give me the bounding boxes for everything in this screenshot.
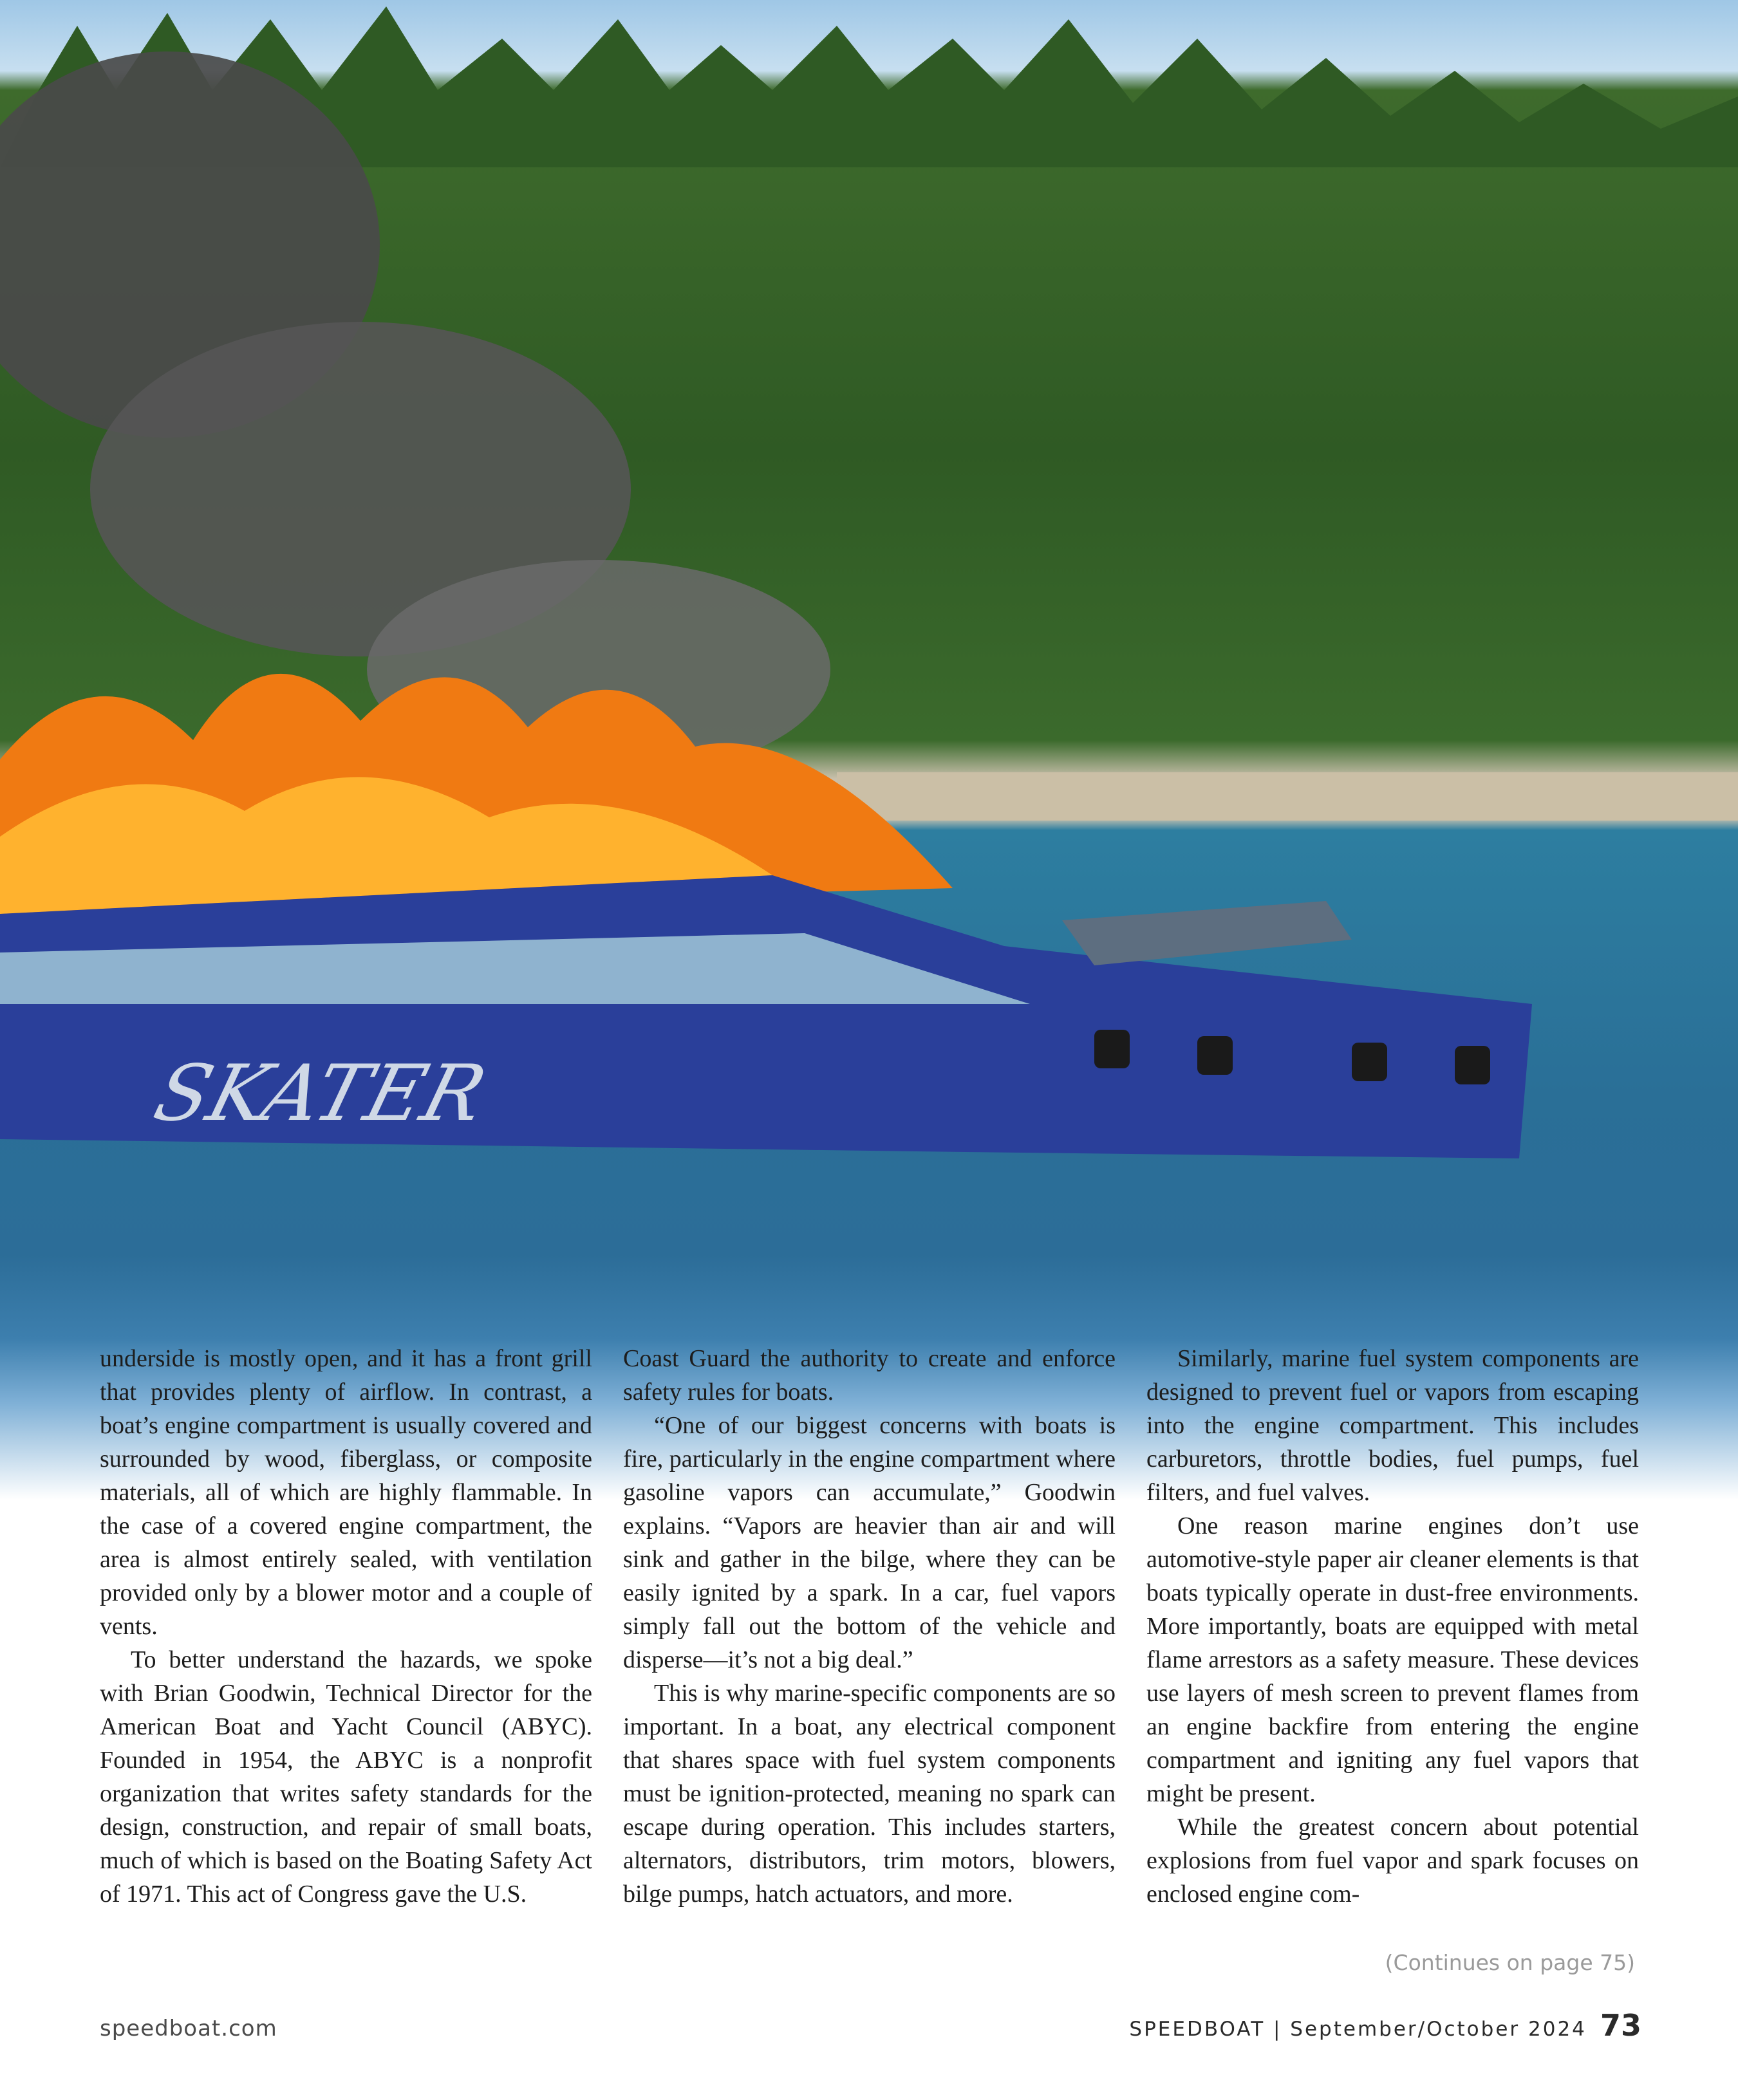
shoreline bbox=[837, 772, 1738, 821]
engine-cowl bbox=[1062, 901, 1352, 965]
text-column-1 bbox=[100, 1342, 592, 1911]
paragraph: One reason marine engines don’t use automotive-style paper air cleaner elements is that boats typically operate in dust-free environments. More importantly, boats are equipped with metal flame arrestors as a safety measure. These devices use layers of mesh screen to prevent flames from an engine backfire from entering the engine compartment and igniting any fuel vapors that might be present. bbox=[1146, 1512, 1639, 1807]
paragraph: To better understand the hazards, we spoke with Brian Goodwin, Technical Director for the American Boat and Yacht Council (ABYC). Founded in 1954, the ABYC is a nonprofit organization that writes safety standards for the design, construction, and repair of small boats, much of which is based on the Boating Safety Act of 1971. This act of Congress gave the U.S. bbox=[100, 1646, 592, 1908]
footer-folio bbox=[1129, 2008, 1641, 2043]
text-column-3 bbox=[1146, 1342, 1639, 1911]
paragraph: “One of our biggest concerns with boats is fire, particularly in the engine compartment where gasoline vapors can accumulate,” Goodwin explains. “Vapors are heavier than air and will sink and gather in the bilge, where they can be easily ignited by a spark. In a car, fuel vapors simply fall out the bottom of the vehicle and disperse—it’s not a big deal.” bbox=[623, 1412, 1116, 1673]
paragraph: This is why marine-specific components are so important. In a boat, any electrical component that shares space with fuel system components must be ignition-protected, meaning no spark can escape during operation. This includes starters, alternators, distributors, trim motors, blowers, bilge pumps, hatch actuators, and more. bbox=[623, 1680, 1116, 1908]
paragraph: Similarly, marine fuel system components are designed to prevent fuel or vapors from escaping into the engine compartment. This includes carburetors, throttle bodies, fuel pumps, fuel filters, and fuel valves. bbox=[1146, 1345, 1639, 1506]
paragraph: underside is mostly open, and it has a front grill that provides plenty of airflow. In contrast, a boat’s engine compartment is usually covered and surrounded by wood, fiberglass, or composite materials, all of which are highly flammable. In the case of a covered engine compartment, the area is almost entirely sealed, with ventilation provided only by a blower motor and a couple of vents. bbox=[100, 1345, 592, 1640]
text-column-2 bbox=[623, 1342, 1116, 1911]
paragraph: Coast Guard the authority to create and enforce safety rules for boats. bbox=[623, 1345, 1116, 1406]
footer-website: speedboat.com bbox=[100, 2016, 277, 2041]
paragraph: While the greatest concern about potential explosions from fuel vapor and spark focuses on enclosed engine com- bbox=[1146, 1814, 1639, 1908]
page-number: 73 bbox=[1600, 2008, 1641, 2043]
boat-brand-logo: SKATER bbox=[145, 1048, 495, 1138]
footer-magazine-issue: SPEEDBOAT | September/October 2024 bbox=[1129, 2018, 1587, 2041]
continues-note: (Continues on page 75) bbox=[1385, 1950, 1635, 1975]
